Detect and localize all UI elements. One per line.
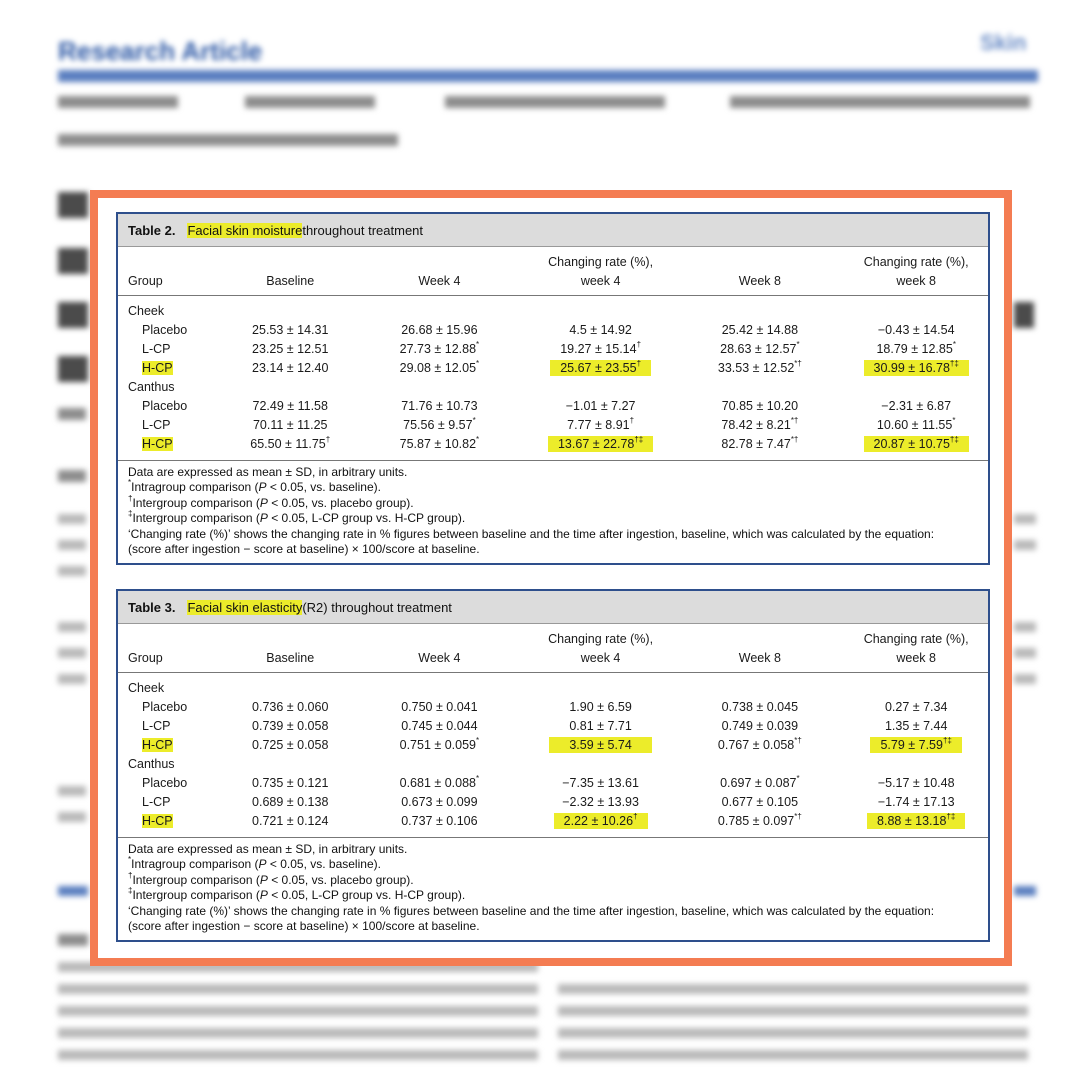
meta-line [445,96,665,108]
week8-cell [675,397,844,416]
week8-cell [675,340,844,359]
doi-line [58,134,398,146]
value: 0.785 ± 0.097 [717,814,795,828]
caption-highlight: Facial skin moisture [187,222,303,238]
footnote-text: < 0.05, vs. placebo group). [267,495,414,510]
footnote [128,493,978,511]
section-row [118,755,988,774]
footnote-text: < 0.05, vs. placebo group). [267,872,414,887]
column-header: Baseline [228,247,353,296]
rate8-cell [844,340,988,359]
caption-rest: (R2) throughout treatment [302,599,452,615]
value: 65.50 ± 11.75 [250,437,326,451]
sig-mark: *† [790,416,799,425]
sig-mark: †‡ [949,359,959,368]
p-symbol: P [259,888,268,903]
value: 25.67 ± 23.55 [560,361,637,375]
week8-cell [675,793,844,812]
section-row [118,296,988,322]
value: 70.11 ± 11.25 [252,418,328,432]
sig-mark: * [796,340,800,349]
sig-mark: † [636,340,642,349]
week8-cell [675,736,844,755]
value: 0.697 ± 0.087 [720,776,797,790]
week4-cell [353,397,526,416]
sig-mark: *† [790,435,799,444]
footnote-mark: † [128,493,133,503]
sig-mark: * [952,416,956,425]
footnote [128,870,978,888]
value: 0.736 ± 0.060 [252,700,329,714]
value: 4.5 ± 14.92 [569,323,632,337]
column-header-text: Changing rate (%), week 8 [863,255,969,288]
group-cell: L-CP [142,795,171,809]
sig-mark: * [472,416,476,425]
baseline-cell [228,321,353,340]
value: 0.738 ± 0.045 [721,700,799,714]
body-text-line [558,1028,1028,1038]
header-row [118,624,988,673]
rate8-cell [844,774,988,793]
rate8-cell [844,793,988,812]
article-title-fragment [1014,302,1034,328]
value: 0.751 ± 0.059 [399,738,476,752]
value: 0.689 ± 0.138 [252,795,329,809]
sig-mark: †‡ [949,435,959,444]
group-cell: Placebo [142,399,188,413]
header-rule [58,70,1038,82]
value: 25.42 ± 14.88 [721,323,799,337]
footnote-mark: ‡ [128,886,133,896]
meta-line [58,96,178,108]
value: 13.67 ± 22.78 [557,437,635,451]
caption-highlight: Facial skin elasticity [187,599,303,615]
rate8-cell [844,717,988,736]
body-text-line [58,1050,538,1060]
article-title-fragment [58,248,88,274]
footnote: (score after ingestion − score at baseline) × 100/score at baseline. [128,919,480,934]
section-label: Cheek [128,681,165,695]
value: 0.735 ± 0.121 [252,776,329,790]
footnote-text: Intragroup comparison ( [131,857,259,872]
rate4-cell [526,359,676,378]
week8-cell [675,774,844,793]
sig-mark: * [476,435,480,444]
footnote-text: < 0.05, vs. baseline). [266,480,381,495]
value: 0.27 ± 7.34 [884,700,948,714]
p-symbol: P [259,511,268,526]
rate8-cell [844,321,988,340]
week4-cell [353,359,526,378]
table-label: Table 2. [128,222,176,238]
footnote-mark: * [128,478,132,488]
text-fragment [58,566,86,576]
rate4-cell [526,793,676,812]
week8-cell [675,435,844,460]
footnote-text: < 0.05, vs. baseline). [266,857,381,872]
value: 27.73 ± 12.88 [399,342,477,356]
footnote [128,857,978,872]
group-cell: Placebo [142,700,188,714]
text-fragment [1014,514,1036,524]
rate8-cell [844,698,988,717]
sig-mark: * [476,359,480,368]
rate8-cell [844,435,988,460]
table-row [118,321,988,340]
group-highlight: H-CP [142,361,173,375]
footnote-text: < 0.05, L-CP group vs. H-CP group). [267,888,466,903]
caption-rest: throughout treatment [302,222,424,238]
group-cell: L-CP [142,418,171,432]
column-header: Group [118,624,228,673]
group-highlight: H-CP [142,814,173,828]
baseline-cell [228,340,353,359]
footnote-mark: * [128,855,132,865]
group-cell [118,736,228,755]
section-rule-fragment [1014,886,1036,896]
week4-cell [353,774,526,793]
footnote [128,480,978,495]
sig-mark: †‡ [942,736,952,745]
table-3 [116,589,990,942]
group-cell: Placebo [142,323,188,337]
week8-cell [675,321,844,340]
value-highlight [867,813,965,829]
value: 26.68 ± 15.96 [401,323,478,337]
text-fragment [58,786,86,796]
p-symbol: P [259,495,268,510]
baseline-cell [228,793,353,812]
value: 0.750 ± 0.041 [401,700,478,714]
section-row [118,378,988,397]
value: 23.14 ± 12.40 [252,361,329,375]
baseline-cell [228,717,353,736]
column-header [526,624,676,673]
column-header-text: Changing rate (%), week 8 [863,632,969,665]
value: 30.99 ± 16.78 [873,361,950,375]
baseline-cell [228,359,353,378]
column-header: Week 4 [353,247,526,296]
sig-mark: †‡ [634,435,644,444]
column-header: Group [118,247,228,296]
text-fragment [1014,540,1036,550]
value: 19.27 ± 15.14 [560,342,637,356]
journal-logo: Skin [980,30,1027,55]
p-symbol: P [258,857,267,872]
table-row [118,340,988,359]
value: 70.85 ± 10.20 [721,399,799,413]
value: 72.49 ± 11.58 [252,399,328,413]
value: 10.60 ± 11.55 [876,418,953,432]
sig-mark: *† [794,736,802,745]
group-cell: L-CP [142,719,171,733]
week8-cell [675,717,844,736]
body-text-line [558,984,1028,994]
column-header-text: Changing rate (%), week 4 [548,255,654,288]
sig-mark: * [476,736,480,745]
value: 20.87 ± 10.75 [873,437,950,451]
text-fragment [58,470,86,482]
body-text-line [558,1050,1028,1060]
footnote [128,511,978,526]
value: 0.739 ± 0.058 [252,719,329,733]
week4-cell [353,717,526,736]
sig-mark: * [476,774,480,783]
sig-mark: †‡ [946,812,956,821]
sig-mark: † [325,435,331,444]
week4-cell [353,416,526,435]
rate8-cell [844,397,988,416]
meta-line [730,96,1030,108]
text-fragment [1014,648,1036,658]
footnote-mark: ‡ [128,509,133,519]
text-fragment [58,812,86,822]
value-highlight [864,436,969,452]
week4-cell [353,321,526,340]
text-fragment [58,540,86,550]
text-fragment [58,648,86,658]
value: 28.63 ± 12.57 [720,342,797,356]
value-highlight [870,737,961,753]
value: 75.56 ± 9.57 [403,418,473,432]
column-header [844,624,988,673]
value: −2.32 ± 13.93 [562,795,639,809]
rate4-cell [526,736,676,755]
rate4-cell [526,435,676,460]
footnote-text: < 0.05, L-CP group vs. H-CP group). [267,511,466,526]
value: 0.767 ± 0.058 [717,738,795,752]
rate4-cell [526,717,676,736]
footnote-text: Intragroup comparison ( [131,480,259,495]
table-row [118,698,988,717]
text-fragment [58,674,86,684]
section-label: Canthus [128,380,175,394]
baseline-cell [228,736,353,755]
p-symbol: P [259,872,268,887]
footnote: ‘Changing rate (%)’ shows the changing rate in % figures between baseline and the time after ingestion, baseline, which was calculated by the equation: [128,526,935,541]
value: 1.35 ± 7.44 [884,719,948,733]
baseline-cell [228,774,353,793]
value: 71.76 ± 10.73 [401,399,478,413]
sig-mark: * [796,774,800,783]
group-cell: L-CP [142,342,171,356]
value-highlight [864,360,969,376]
value: −2.31 ± 6.87 [881,399,952,413]
value: 78.42 ± 8.21 [721,418,791,432]
section-label: Cheek [128,304,165,318]
article-title-fragment [58,356,88,382]
value: 7.77 ± 8.91 [567,418,630,432]
value: 5.79 ± 7.59 [880,738,943,752]
value: 23.25 ± 12.51 [252,342,329,356]
baseline-cell [228,435,353,460]
rate4-cell [526,812,676,837]
table-row [118,774,988,793]
column-header [526,247,676,296]
group-cell [118,812,228,837]
column-header-text: Changing rate (%), week 4 [548,632,654,665]
table-row [118,435,988,460]
week8-cell [675,416,844,435]
rate4-cell [526,340,676,359]
rate4-cell [526,774,676,793]
baseline-cell [228,698,353,717]
week4-cell [353,793,526,812]
value-highlight [554,813,648,829]
rate4-cell [526,698,676,717]
section-rule-fragment [58,886,88,896]
value: 8.88 ± 13.18 [877,814,947,828]
text-fragment [58,408,86,420]
meta-line [245,96,375,108]
table-2-grid [118,247,988,460]
table-row [118,397,988,416]
column-header [844,247,988,296]
p-symbol: P [258,480,267,495]
article-title-fragment [58,192,88,218]
footnote-text: Intergroup comparison ( [132,872,260,887]
table-row [118,793,988,812]
article-title-fragment [58,302,88,328]
footnote: (score after ingestion − score at baseline) × 100/score at baseline. [128,542,480,557]
value: 0.749 ± 0.039 [721,719,799,733]
value: 82.78 ± 7.47 [721,437,791,451]
baseline-cell [228,812,353,837]
text-fragment [1014,622,1036,632]
group-cell [118,435,228,460]
value: 29.08 ± 12.05 [399,361,477,375]
section-label: Canthus [128,757,175,771]
rate4-cell [526,397,676,416]
value: 0.81 ± 7.71 [569,719,632,733]
baseline-cell [228,397,353,416]
value: 18.79 ± 12.85 [876,342,953,356]
table-3-footnotes [118,837,988,940]
footnote: Data are expressed as mean ± SD, in arbitrary units. [128,842,408,856]
table-row [118,717,988,736]
column-header: Week 4 [353,624,526,673]
table-row [118,812,988,837]
group-cell [118,359,228,378]
week4-cell [353,736,526,755]
body-text-line [58,1006,538,1016]
table-label: Table 3. [128,599,176,615]
sig-mark: † [629,416,635,425]
highlight-frame [90,190,1012,966]
journal-header-title: Research Article [58,36,263,66]
sig-mark: *† [794,812,802,821]
value-highlight [548,436,653,452]
week8-cell [675,359,844,378]
group-highlight: H-CP [142,738,173,752]
baseline-cell [228,416,353,435]
value: 0.681 ± 0.088 [399,776,476,790]
value: −0.43 ± 14.54 [877,323,955,337]
header-row [118,247,988,296]
rate8-cell [844,359,988,378]
footnote: ‘Changing rate (%)’ shows the changing rate in % figures between baseline and the time after ingestion, baseline, which was calculated by the equation: [128,903,935,918]
footnote [128,888,978,903]
rate4-cell [526,321,676,340]
week8-cell [675,698,844,717]
value: −1.01 ± 7.27 [565,399,636,413]
sig-mark: * [476,340,480,349]
week4-cell [353,435,526,460]
value-highlight [549,737,651,753]
footnote-mark: † [128,870,133,880]
column-header: Baseline [228,624,353,673]
rate4-cell [526,416,676,435]
table-row [118,736,988,755]
sig-mark: † [636,359,642,368]
rate8-cell [844,736,988,755]
sig-mark: *† [794,359,802,368]
table-3-grid [118,624,988,837]
body-text-line [558,1006,1028,1016]
sig-mark: † [633,812,638,821]
text-fragment [58,934,88,946]
value: 0.677 ± 0.105 [721,795,799,809]
value: 3.59 ± 5.74 [569,738,632,752]
column-header: Week 8 [675,247,844,296]
group-cell: Placebo [142,776,188,790]
footnote-text: Intergroup comparison ( [132,511,260,526]
text-fragment [58,622,86,632]
value: 0.737 ± 0.106 [401,814,478,828]
table-2-caption [118,214,988,247]
footnote-text: Intergroup comparison ( [132,888,260,903]
value: 0.721 ± 0.124 [252,814,329,828]
footnote: Data are expressed as mean ± SD, in arbitrary units. [128,465,408,479]
week8-cell [675,812,844,837]
table-2 [116,212,990,565]
value: 0.745 ± 0.044 [401,719,478,733]
group-highlight: H-CP [142,437,173,451]
week4-cell [353,698,526,717]
section-row [118,673,988,699]
value: 2.22 ± 10.26 [563,814,634,828]
sig-mark: * [952,340,956,349]
table-row [118,416,988,435]
value: −7.35 ± 13.61 [562,776,639,790]
column-header: Week 8 [675,624,844,673]
text-fragment [1014,674,1036,684]
table-2-footnotes [118,460,988,563]
value: 0.725 ± 0.058 [252,738,329,752]
value: −1.74 ± 17.13 [877,795,955,809]
body-text-line [58,1028,538,1038]
value: 0.673 ± 0.099 [401,795,478,809]
rate8-cell [844,812,988,837]
table-3-caption [118,591,988,624]
value-highlight [550,360,651,376]
value: 25.53 ± 14.31 [252,323,329,337]
body-text-line [58,984,538,994]
text-fragment [58,514,86,524]
value: 33.53 ± 12.52 [717,361,795,375]
value: 75.87 ± 10.82 [399,437,477,451]
week4-cell [353,812,526,837]
rate8-cell [844,416,988,435]
week4-cell [353,340,526,359]
value: −5.17 ± 10.48 [877,776,955,790]
footnote-text: Intergroup comparison ( [132,495,260,510]
table-row [118,359,988,378]
value: 1.90 ± 6.59 [569,700,632,714]
